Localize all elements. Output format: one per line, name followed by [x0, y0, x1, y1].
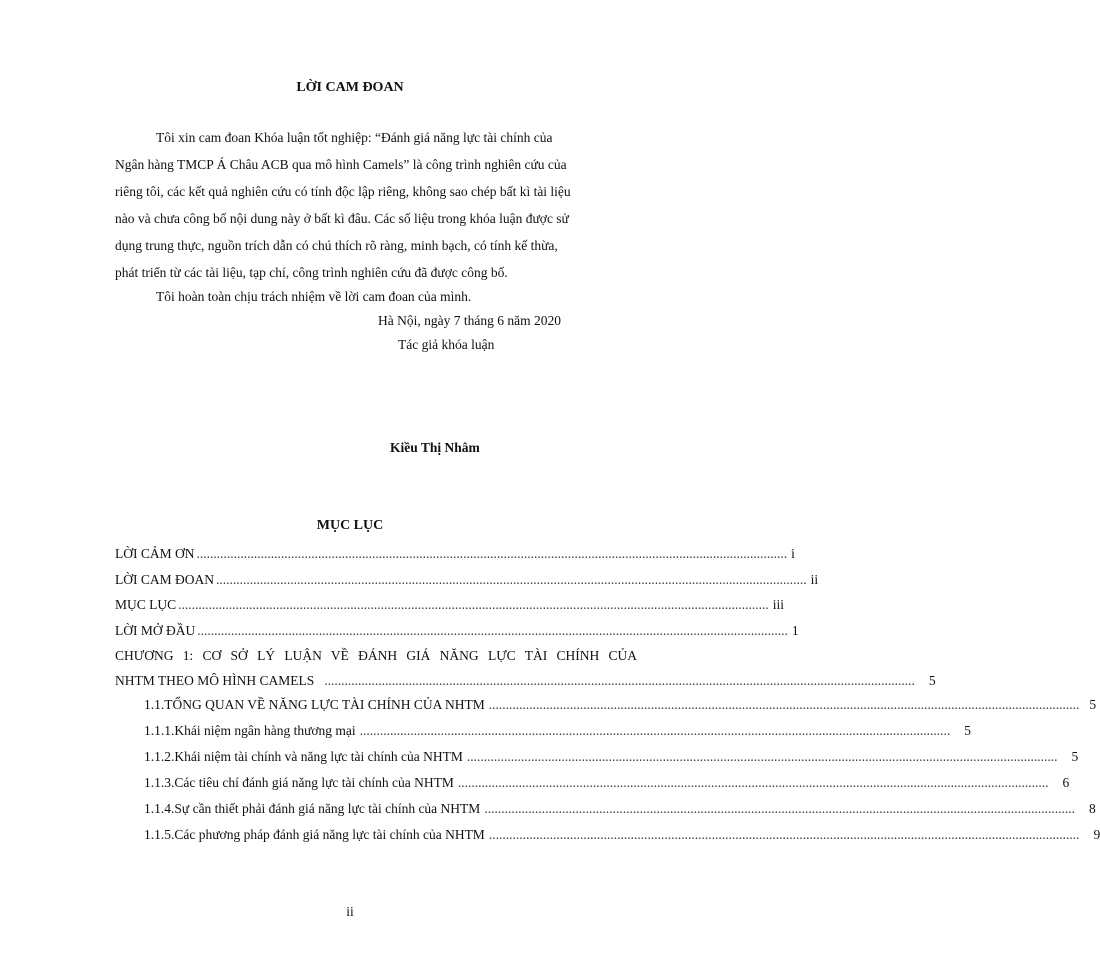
declaration-title: LỜI CAM ĐOAN: [296, 80, 404, 95]
toc-leader: ...............................................................................................................................................................................: [178, 597, 769, 612]
toc-entry-page: 5: [928, 673, 936, 688]
toc-entry-page: 5: [1089, 697, 1097, 712]
toc-subsection-number: 1.1.5.: [144, 827, 175, 842]
declaration-line-1: Tôi xin cam đoan Khóa luận tốt nghiệp: “Đánh giá năng lực tài chính của: [156, 130, 553, 145]
toc-leader: ...............................................................................................................................................................................: [216, 572, 807, 587]
toc-subsection-text: Các tiêu chí đánh giá năng lực tài chính của NHTM: [174, 775, 454, 790]
toc-entry[interactable]: [115, 546, 795, 562]
toc-subsection-number: 1.1.4.: [144, 801, 175, 816]
toc-entry-text: MỤC LỤC: [115, 597, 177, 612]
toc-subsection-text: Khái niệm tài chính và năng lực tài chính của NHTM: [174, 749, 463, 764]
toc-entry-page: 5: [1071, 749, 1079, 764]
toc-section-1-1[interactable]: [144, 697, 1097, 713]
toc-entry-page: i: [791, 546, 795, 561]
toc-leader: ...............................................................................................................................................................................: [324, 673, 915, 688]
declaration-line-3: riêng tôi, các kết quả nghiên cứu có tính độc lập riêng, không sao chép bất kì tài liệu: [115, 184, 571, 199]
toc-subsection[interactable]: [144, 749, 1079, 765]
toc-entry-page: 1: [791, 623, 799, 638]
toc-subsection[interactable]: [144, 801, 1096, 817]
toc-entry-page: iii: [772, 597, 785, 612]
toc-title: MỤC LỤC: [316, 518, 384, 533]
toc-section-number: 1.1.: [144, 697, 165, 712]
toc-entry[interactable]: [115, 597, 785, 613]
toc-leader: ...............................................................................................................................................................................: [488, 697, 1080, 712]
toc-subsection[interactable]: [144, 723, 972, 739]
toc-leader: ...............................................................................................................................................................................: [466, 749, 1058, 764]
toc-chapter-1[interactable]: [115, 648, 637, 664]
toc-entry[interactable]: [115, 572, 819, 588]
toc-leader: ...............................................................................................................................................................................: [457, 775, 1049, 790]
declaration-line-4: nào và chưa công bố nội dung này ở bất kì đâu. Các số liệu trong khóa luận được sử: [115, 211, 569, 226]
toc-chapter-line-1: CHƯƠNG 1: CƠ SỞ LÝ LUẬN VỀ ĐÁNH GIÁ NĂNG LỰC TÀI CHÍNH CỦA: [115, 648, 637, 663]
declaration-line-6: phát triển từ các tài liệu, tạp chí, công trình nghiên cứu đã được công bố.: [115, 265, 508, 280]
toc-entry-text: LỜI CAM ĐOAN: [115, 572, 214, 587]
toc-subsection[interactable]: [144, 827, 1100, 843]
toc-chapter-1-cont[interactable]: [115, 673, 936, 689]
page-number: ii: [346, 904, 354, 919]
declaration-line-5: dụng trung thực, nguồn trích dẫn có chú thích rõ ràng, minh bạch, có tính kế thừa,: [115, 238, 558, 253]
toc-subsection-text: Khái niệm ngân hàng thương mại: [174, 723, 356, 738]
toc-subsection[interactable]: [144, 775, 1070, 791]
declaration-paragraph-2: Tôi hoàn toàn chịu trách nhiệm về lời cam đoan của mình.: [156, 289, 472, 304]
toc-chapter-line-2: NHTM THEO MÔ HÌNH CAMELS: [115, 673, 315, 688]
toc-subsection-text: Các phương pháp đánh giá năng lực tài chính của NHTM: [174, 827, 485, 842]
toc-entry-page: 8: [1088, 801, 1096, 816]
toc-entry-text: LỜI MỞ ĐẦU: [115, 623, 196, 638]
author-label: Tác giả khóa luận: [398, 337, 495, 352]
toc-subsection-number: 1.1.2.: [144, 749, 175, 764]
declaration-line-2: Ngân hàng TMCP Á Châu ACB qua mô hình Camels” là công trình nghiên cứu của: [115, 157, 567, 172]
toc-entry-page: ii: [810, 572, 819, 587]
toc-section-text: TỔNG QUAN VỀ NĂNG LỰC TÀI CHÍNH CỦA NHTM: [164, 697, 485, 712]
toc-entry[interactable]: [115, 623, 799, 639]
toc-leader: ...............................................................................................................................................................................: [484, 801, 1075, 816]
toc-leader: ...............................................................................................................................................................................: [359, 723, 951, 738]
toc-leader: ...............................................................................................................................................................................: [196, 546, 788, 561]
toc-entry-text: LỜI CẢM ƠN: [115, 546, 195, 561]
toc-subsection-text: Sự cần thiết phải đánh giá năng lực tài chính của NHTM: [174, 801, 481, 816]
toc-entry-page: 5: [964, 723, 972, 738]
declaration-date: Hà Nội, ngày 7 tháng 6 năm 2020: [378, 313, 561, 328]
toc-leader: ...............................................................................................................................................................................: [197, 623, 788, 638]
toc-entry-page: 9: [1093, 827, 1100, 842]
toc-leader: ...............................................................................................................................................................................: [488, 827, 1080, 842]
author-name: Kiều Thị Nhâm: [390, 440, 480, 455]
toc-subsection-number: 1.1.3.: [144, 775, 175, 790]
toc-subsection-number: 1.1.1.: [144, 723, 175, 738]
toc-entry-page: 6: [1062, 775, 1070, 790]
